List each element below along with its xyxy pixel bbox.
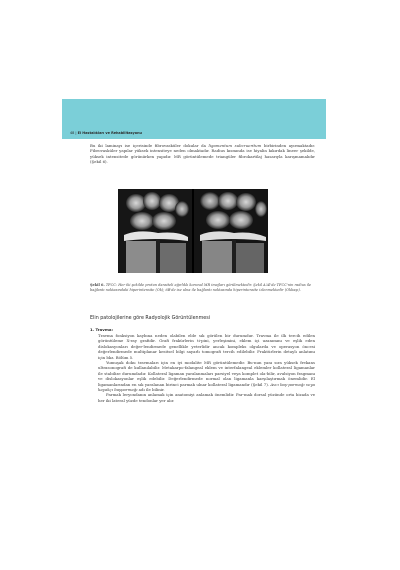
intro-text-1: Bu iki laminayı ise içerisinde fibrovasküler dokular da bbox=[90, 143, 209, 148]
intro-term: ligamentum subcrueritum bbox=[208, 143, 262, 148]
para-1: Travma fonksiyon kaybına neden olabilen elde sık görülen bir durumdur. Travma ile ilk tercih edilen görüntüleme X-ray grafidir. Grafi frakürlerin ti-pini, yerleşimini, eklem içi uzanımını ve eşlik eden dislokasyonları değer-lendirmede genellikle yeterlidir ancak kompleks olgularda ve operasyon öncesi değerlendirmede multiplanar kesitsel bilgi sayarlı tomografi tercih edilebilir. Fraktürlerin detaylı anlatımı için bkz. Bölüm 5. bbox=[98, 333, 315, 360]
page-number: 48 bbox=[70, 131, 75, 135]
para-2-end: adı ile bilinir. bbox=[137, 387, 165, 393]
caption-label: Şekil 6. bbox=[90, 283, 105, 287]
intro-paragraph bbox=[90, 143, 315, 165]
subhead-travma: 1. Travma: bbox=[90, 327, 114, 332]
running-header bbox=[70, 131, 326, 135]
para-2-text: Yumuşak doku travmaları için en iyi modalite MR görüntülemedir. Bu-nun yanı sıra yüksek frekans ultrasonografi de kullanılabilir. Metakarpo-falangeal eklem ve interfalangeal eklemler kollateral ligamanlar ile stabilize durumdadır. Kollateral ligaman yaralanmaları parsiyel veya komplet ola-bilir, avulsiyon fragmanı ve dislokasyonlar eşlik edebilir. Değerlendirmede normal olan ligamanla karşılaştırmak önemlidir. El ligamanlarından en sık yaralanan birinci parmak ulnar kollateral ligamandır (Şekil 7). bbox=[98, 360, 315, 387]
mri-panel-right bbox=[194, 189, 268, 273]
para-2 bbox=[90, 360, 315, 392]
caption-text: TFCC: Her iki şekilde proton dansiteli ağırlıklı koronal MR imajları görülmektedir. Şekil A'Al'de TFCC'nin radius ile bağlantı noktasındaki hiperintensite (Ok); 6B'de ise ulna ile bağlantı noktasında hiperintensite izlenmektedir (Okbaşı). bbox=[90, 283, 312, 292]
para-3: Parmak leryondanın anlamak için anatomiyi anlamak önemlidir. Par-mak dorsal yüzünde orta hizada ve her iki lateral yüzde tendonlar yer alır. bbox=[98, 392, 315, 403]
para-2-italic: Avcı baş-parmağı veya kayakçı başparmağı bbox=[98, 381, 315, 393]
mri-panel-left bbox=[118, 189, 192, 273]
header-separator: | bbox=[75, 131, 78, 135]
section-title: Elin patolojilerine göre Radyolojik Görüntülenmesi bbox=[90, 316, 211, 321]
mri-image bbox=[118, 189, 268, 273]
book-title: El Hastalıkları ve Rehabilitasyonu bbox=[77, 131, 142, 135]
section-body bbox=[90, 333, 315, 403]
intro-text-2: birbirinden ayırmaktadır. Fibrovasküler yapılar yüksek intensiteye neden olmaktadır. Radius kısmında ise hiyalin kıkırdak lineer şekilde, yüksek intensitede görünürken yapıdır. MR görüntülemede triangüler fibrokartilaj hasarıyla karışmamalıdır (Şekil 6). bbox=[90, 143, 315, 165]
figure-caption bbox=[90, 283, 315, 293]
mri-figure bbox=[118, 189, 268, 273]
